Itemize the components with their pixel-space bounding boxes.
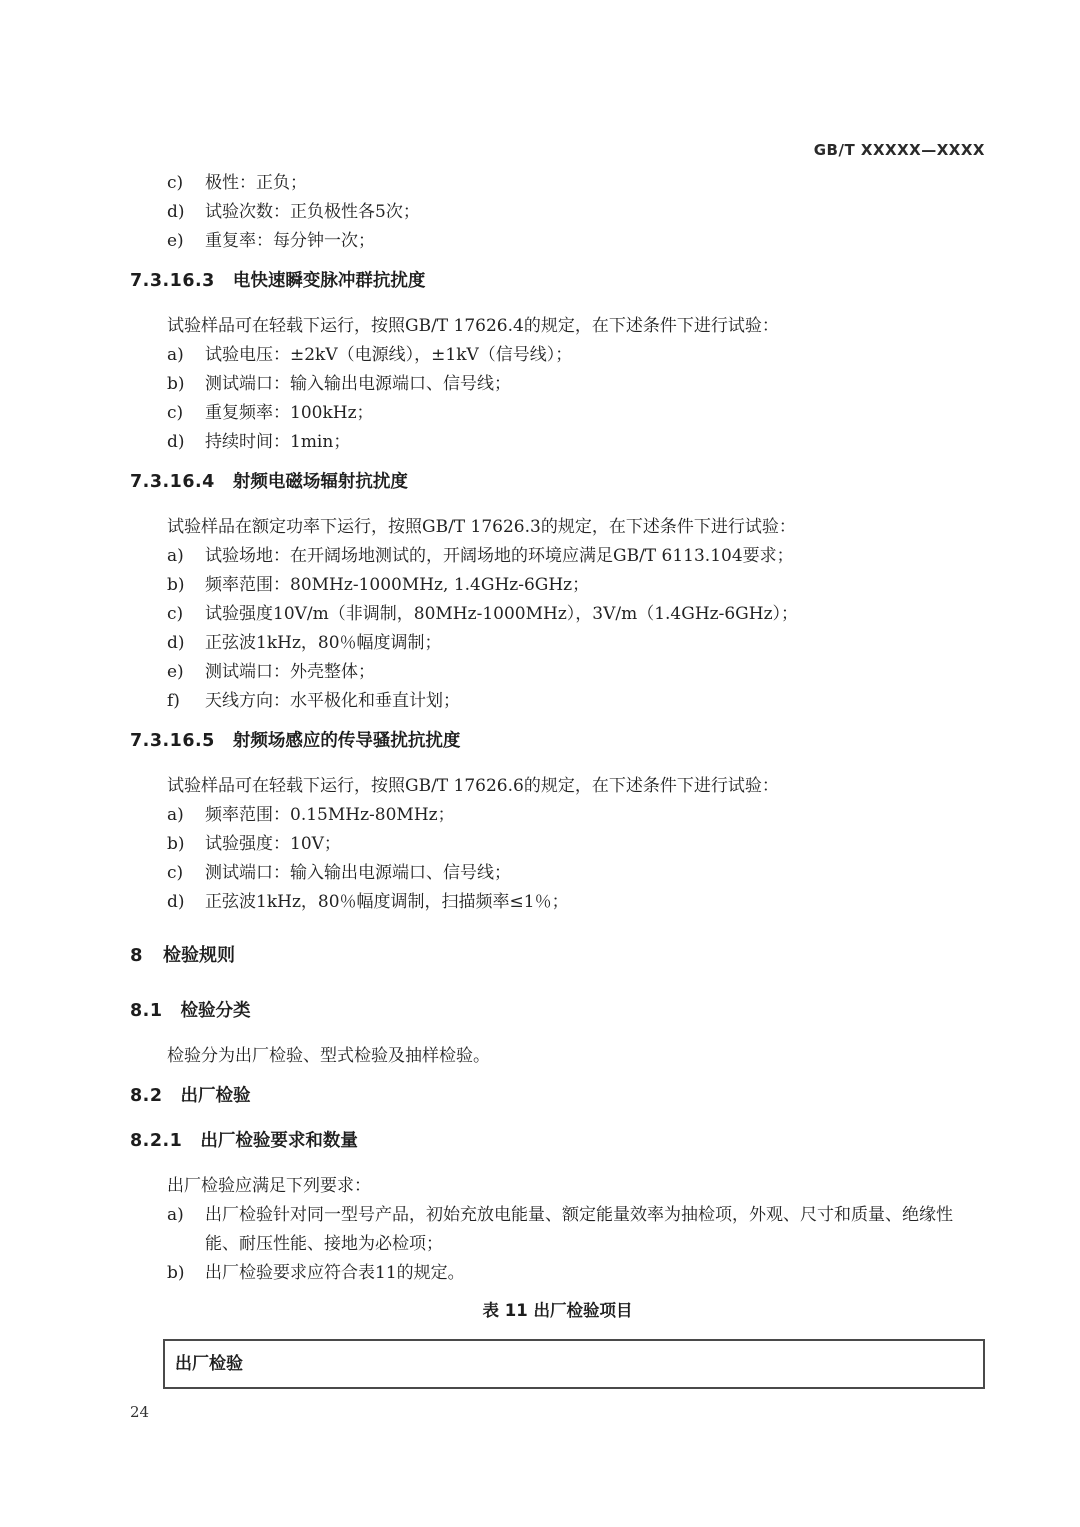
list-item xyxy=(130,227,985,256)
list-item-label: d) xyxy=(167,432,185,452)
section-body-paragraph: 检验分为出厂检验、型式检验及抽样检验。 xyxy=(167,1046,490,1066)
list-item-text: 出厂检验针对同一型号产品，初始充放电能量、额定能量效率为抽检项，外观、尺寸和质量、绝缘性能、耐压性能、接地为必检项； xyxy=(205,1205,953,1254)
list-item xyxy=(130,658,985,687)
list-item-text: 正弦波1kHz，80％幅度调制，扫描频率≤1％； xyxy=(205,892,569,912)
list-item xyxy=(130,428,985,457)
section-intro-paragraph: 试验样品可在轻载下运行，按照GB/T 17626.4的规定，在下述条件下进行试验： xyxy=(167,316,779,336)
list-item-label: a) xyxy=(167,1205,184,1225)
list-item-label: d) xyxy=(167,892,185,912)
list-item-text: 测试端口：输入输出电源端口、信号线； xyxy=(205,863,511,883)
list-item-text: 试验强度10V/m（非调制，80MHz-1000MHz），3V/m（1.4GHz-6GHz）； xyxy=(205,604,799,624)
list-item-text: 试验电压：±2kV（电源线），±1kV（信号线）； xyxy=(205,345,573,365)
list-item-text: 试验场地：在开阔场地测试的，开阔场地的环境应满足GB/T 6113.104要求； xyxy=(205,546,794,566)
table-11 xyxy=(163,1339,985,1389)
list-item-text: 测试端口：外壳整体； xyxy=(205,662,375,682)
list-item-text: 频率范围：80MHz-1000MHz, 1.4GHz-6GHz； xyxy=(205,575,590,595)
list-item xyxy=(130,600,985,629)
list-item-text: 天线方向：水平极化和垂直计划； xyxy=(205,691,460,711)
section-heading-8-2-1 xyxy=(130,1127,985,1156)
section-number: 7.3.16.4 xyxy=(130,472,215,492)
section-number: 8.2.1 xyxy=(130,1131,183,1151)
section-heading-7-3-16-5 xyxy=(130,727,985,756)
list-item-label: e) xyxy=(167,231,184,251)
section-heading-7-3-16-3 xyxy=(130,267,985,296)
list-item-label: a) xyxy=(167,345,184,365)
list-item-label: f) xyxy=(167,691,180,711)
list-item-label: e) xyxy=(167,662,184,682)
section-number: 7.3.16.5 xyxy=(130,731,215,751)
list-item-label: b) xyxy=(167,374,185,394)
list-item-text: 试验次数：正负极性各5次； xyxy=(205,202,420,222)
list-item-label: a) xyxy=(167,805,184,825)
list-item xyxy=(130,542,985,571)
section-title: 出厂检验 xyxy=(180,1086,251,1106)
section-number: 8.1 xyxy=(130,1001,163,1021)
chapter-title: 检验规则 xyxy=(163,945,236,966)
section-number: 7.3.16.3 xyxy=(130,271,215,291)
list-item-text: 极性：正负； xyxy=(205,173,307,193)
page-number: 24 xyxy=(130,1403,150,1421)
section-title: 检验分类 xyxy=(180,1001,251,1021)
list-item xyxy=(130,859,985,888)
list-item-text: 重复率：每分钟一次； xyxy=(205,231,375,251)
section-intro-paragraph: 试验样品可在轻载下运行，按照GB/T 17626.6的规定，在下述条件下进行试验： xyxy=(167,776,779,796)
section-heading-8-2 xyxy=(130,1082,985,1111)
chapter-heading-8 xyxy=(130,941,985,970)
list-item-label: c) xyxy=(167,173,184,193)
section-title: 电快速瞬变脉冲群抗扰度 xyxy=(232,271,426,291)
list-item xyxy=(130,571,985,600)
list-item xyxy=(130,341,985,370)
document-code-header: GB/T XXXXX—XXXX xyxy=(813,141,985,159)
chapter-number: 8 xyxy=(130,945,144,966)
section-intro-paragraph: 出厂检验应满足下列要求： xyxy=(167,1176,371,1196)
section-heading-7-3-16-4 xyxy=(130,468,985,497)
list-item-label: d) xyxy=(167,202,185,222)
table-11-header-cell: 出厂检验 xyxy=(175,1353,243,1374)
list-item-label: c) xyxy=(167,604,184,624)
section-number: 8.2 xyxy=(130,1086,163,1106)
list-item-text: 频率范围：0.15MHz-80MHz； xyxy=(205,805,455,825)
list-item-text: 测试端口：输入输出电源端口、信号线； xyxy=(205,374,511,394)
list-item-label: b) xyxy=(167,1263,185,1283)
table-11-caption: 表 11 出厂检验项目 xyxy=(482,1301,633,1320)
list-item xyxy=(130,1259,985,1288)
list-item xyxy=(130,1201,985,1259)
list-item-text: 出厂检验要求应符合表11的规定。 xyxy=(205,1263,465,1283)
section-title: 射频电磁场辐射抗扰度 xyxy=(232,472,408,492)
list-item-text: 重复频率：100kHz； xyxy=(205,403,374,423)
section-intro-paragraph: 试验样品在额定功率下运行，按照GB/T 17626.3的规定，在下述条件下进行试验： xyxy=(167,517,796,537)
list-item xyxy=(130,169,985,198)
list-item-label: a) xyxy=(167,546,184,566)
list-item-label: d) xyxy=(167,633,185,653)
section-title: 出厂检验要求和数量 xyxy=(200,1131,358,1151)
section-title: 射频场感应的传导骚扰抗扰度 xyxy=(232,731,461,751)
list-item xyxy=(130,888,985,917)
list-item xyxy=(130,687,985,716)
list-item xyxy=(130,399,985,428)
list-item xyxy=(130,629,985,658)
list-item xyxy=(130,198,985,227)
list-item-label: b) xyxy=(167,834,185,854)
list-item xyxy=(130,801,985,830)
list-item xyxy=(130,370,985,399)
list-item-label: c) xyxy=(167,403,184,423)
list-item xyxy=(130,830,985,859)
list-item-text: 正弦波1kHz，80％幅度调制； xyxy=(205,633,442,653)
list-item-text: 试验强度：10V； xyxy=(205,834,341,854)
section-heading-8-1 xyxy=(130,997,985,1026)
list-item-label: c) xyxy=(167,863,184,883)
list-item-text: 持续时间：1min； xyxy=(205,432,351,452)
list-item-label: b) xyxy=(167,575,185,595)
